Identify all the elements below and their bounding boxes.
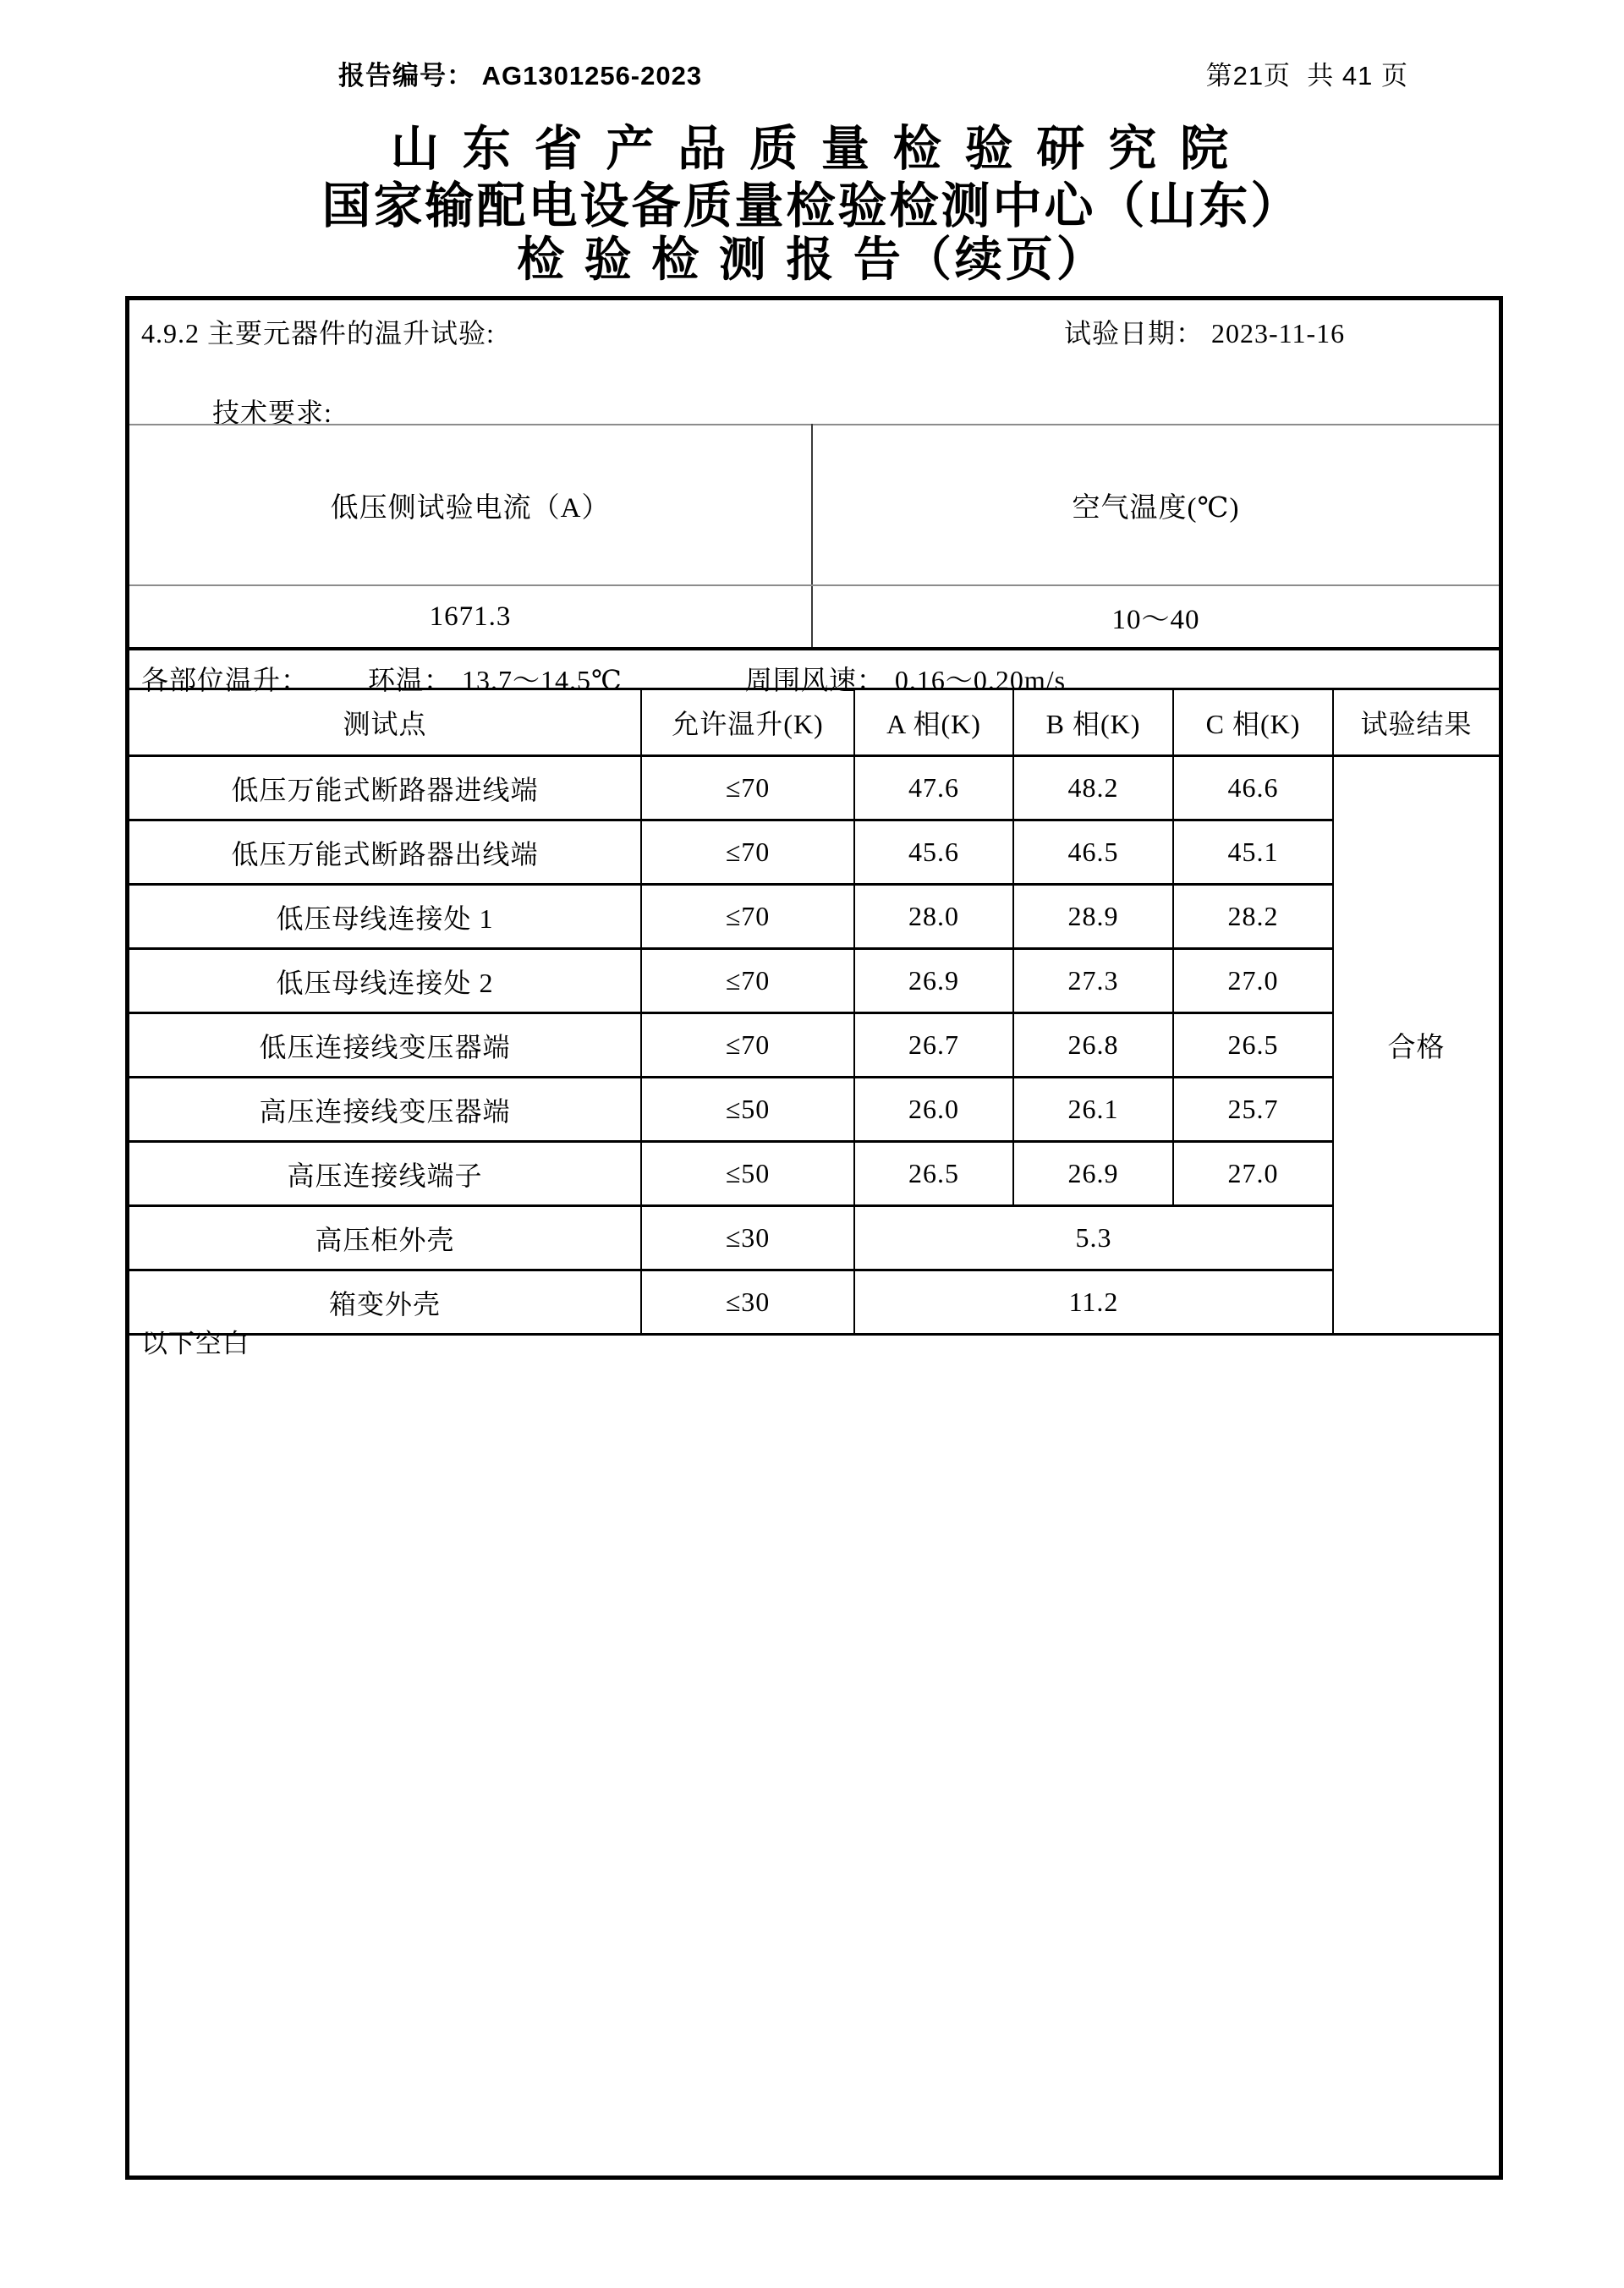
- col-header-phase-a: A 相(K): [854, 689, 1013, 756]
- merged-value-cell: 5.3: [854, 1206, 1333, 1270]
- test-point-cell: 高压连接线变压器端: [129, 1078, 641, 1142]
- phase-b-cell: 28.9: [1013, 885, 1173, 949]
- blank-below-note: 以下空白: [141, 1329, 250, 1358]
- phase-a-cell: 26.5: [854, 1142, 1013, 1206]
- phase-c-cell: 45.1: [1173, 820, 1333, 885]
- report-number-label: 报告编号：: [338, 61, 482, 91]
- result-cell: 合格: [1333, 756, 1499, 1335]
- table-row: [129, 1142, 1499, 1206]
- report-number-value: AG1301256-2023: [481, 61, 703, 91]
- limit-cell: ≤30: [641, 1206, 854, 1270]
- test-point-cell: 箱变外壳: [129, 1270, 641, 1335]
- phase-c-cell: 28.2: [1173, 885, 1333, 949]
- phase-a-cell: 26.9: [854, 949, 1013, 1013]
- test-date: [1064, 312, 1345, 351]
- rise-table-header-row: [129, 689, 1499, 756]
- limit-cell: ≤70: [641, 885, 854, 949]
- col-header-phase-b: B 相(K): [1013, 689, 1173, 756]
- phase-c-cell: 27.0: [1173, 1142, 1333, 1206]
- conditions-header-row: [129, 425, 1499, 585]
- test-date-label: 试验日期：: [1064, 318, 1212, 348]
- phase-a-cell: 47.6: [854, 756, 1013, 820]
- test-point-cell: 低压母线连接处 1: [129, 885, 641, 949]
- test-conditions-table: [129, 424, 1499, 650]
- merged-value-cell: 11.2: [854, 1270, 1333, 1335]
- lv-test-current-value: 1671.3: [129, 585, 812, 649]
- phase-a-cell: 28.0: [854, 885, 1013, 949]
- test-point-cell: 低压连接线变压器端: [129, 1013, 641, 1078]
- air-temp-value: 10～40: [812, 585, 1499, 649]
- test-point-cell: 低压万能式断路器进线端: [129, 756, 641, 820]
- test-point-cell: 高压连接线端子: [129, 1142, 641, 1206]
- table-row: [129, 885, 1499, 949]
- conditions-value-row: [129, 585, 1499, 649]
- phase-b-cell: 46.5: [1013, 820, 1173, 885]
- test-point-cell: 低压母线连接处 2: [129, 949, 641, 1013]
- phase-a-cell: 26.7: [854, 1013, 1013, 1078]
- phase-c-cell: 46.6: [1173, 756, 1333, 820]
- ambient-temp-value: 13.7～14.5℃: [462, 665, 623, 695]
- phase-a-cell: 26.0: [854, 1078, 1013, 1142]
- table-row: [129, 820, 1499, 885]
- ambient-temp-label: 环温：: [368, 665, 453, 695]
- tech-requirement-label: 技术要求:: [212, 398, 332, 428]
- limit-cell: ≤70: [641, 949, 854, 1013]
- air-temp-header: 空气温度(℃): [812, 425, 1499, 585]
- phase-b-cell: 48.2: [1013, 756, 1173, 820]
- phase-a-cell: 45.6: [854, 820, 1013, 885]
- phase-c-cell: 25.7: [1173, 1078, 1333, 1142]
- wind-speed-label: 周围风速：: [744, 665, 885, 695]
- temperature-rise-table: [129, 688, 1499, 1336]
- center-title: 国家输配电设备质量检验检测中心（山东）: [321, 178, 1303, 233]
- test-date-value: 2023-11-16: [1211, 318, 1346, 348]
- table-row: [129, 949, 1499, 1013]
- col-header-phase-c: C 相(K): [1173, 689, 1333, 756]
- report-number: [338, 54, 702, 92]
- report-title: 检 验 检 测 报 告（续页）: [517, 233, 1107, 286]
- lv-test-current-header: 低压侧试验电流（A）: [129, 425, 812, 585]
- page-indicator: 第21页 共 41 页: [1205, 61, 1408, 91]
- page-header: [338, 54, 1408, 92]
- limit-cell: ≤70: [641, 820, 854, 885]
- phase-b-cell: 26.8: [1013, 1013, 1173, 1078]
- clause-heading: 4.9.2 主要元器件的温升试验:: [141, 318, 495, 348]
- test-point-cell: 高压柜外壳: [129, 1206, 641, 1270]
- phase-b-cell: 26.9: [1013, 1142, 1173, 1206]
- phase-b-cell: 27.3: [1013, 949, 1173, 1013]
- col-header-result: 试验结果: [1333, 689, 1499, 756]
- rise-section-label: 各部位温升：: [141, 665, 310, 695]
- phase-c-cell: 27.0: [1173, 949, 1333, 1013]
- org-title: 山 东 省 产 品 质 量 检 验 研 究 院: [390, 122, 1234, 176]
- report-body-frame: [125, 296, 1503, 2180]
- test-point-cell: 低压万能式断路器出线端: [129, 820, 641, 885]
- table-row: [129, 1270, 1499, 1335]
- table-row: [129, 1206, 1499, 1270]
- phase-b-cell: 26.1: [1013, 1078, 1173, 1142]
- phase-c-cell: 26.5: [1173, 1013, 1333, 1078]
- col-header-test-point: 测试点: [129, 689, 641, 756]
- table-row: [129, 1078, 1499, 1142]
- limit-cell: ≤70: [641, 756, 854, 820]
- limit-cell: ≤50: [641, 1078, 854, 1142]
- col-header-allowed-rise: 允许温升(K): [641, 689, 854, 756]
- limit-cell: ≤50: [641, 1142, 854, 1206]
- wind-speed-value: 0.16～0.20m/s: [894, 665, 1067, 695]
- limit-cell: ≤70: [641, 1013, 854, 1078]
- table-row: [129, 1013, 1499, 1078]
- table-row: [129, 756, 1499, 820]
- limit-cell: ≤30: [641, 1270, 854, 1335]
